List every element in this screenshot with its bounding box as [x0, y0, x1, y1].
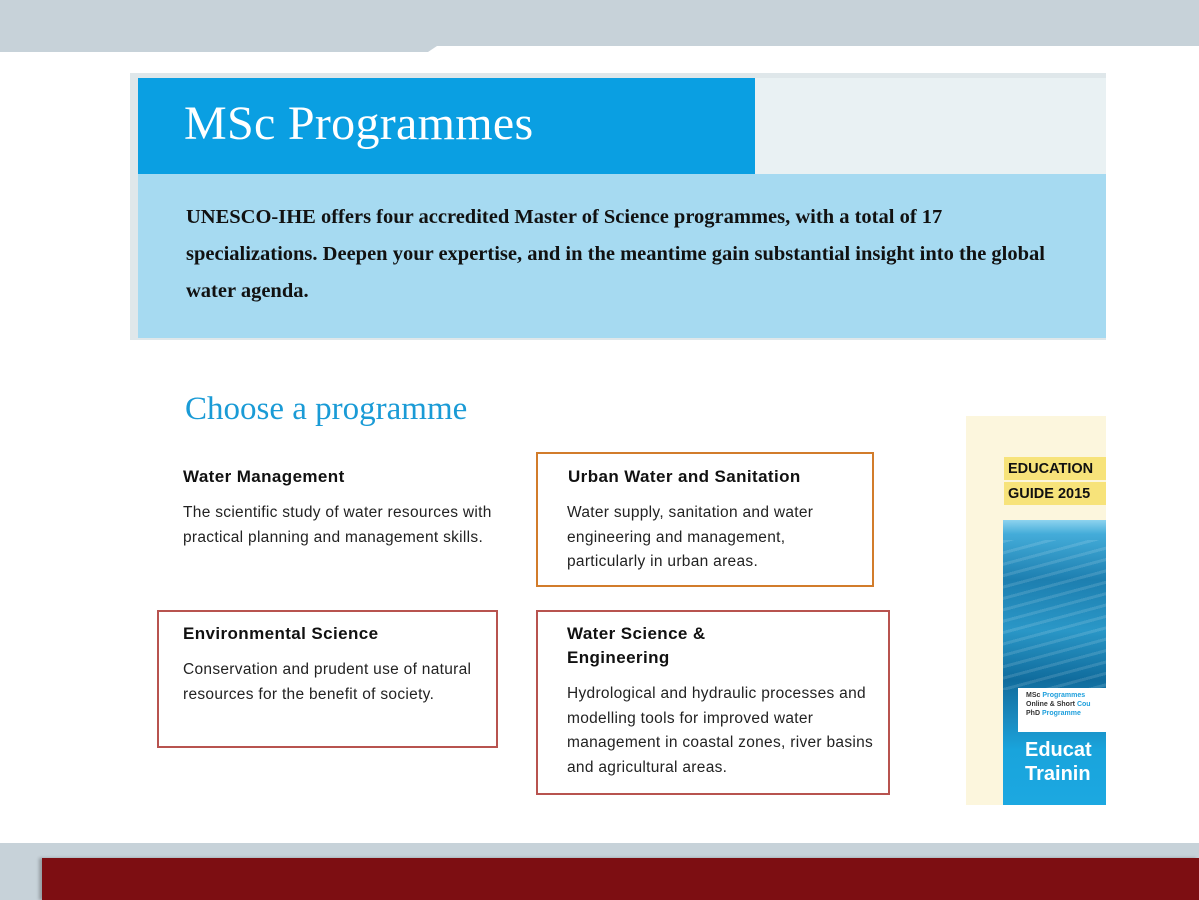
programme-desc-water-science: Hydrological and hydraulic processes and modelling tools for improved water management in coastal zones, river basins and agricultural areas.	[567, 685, 874, 776]
programme-desc-environmental-science: Conservation and prudent use of natural resources for the benefit of society.	[183, 661, 472, 703]
guide-label-line2: GUIDE 2015	[1004, 482, 1106, 505]
programme-title-water-science[interactable]: Water Science & Engineering	[567, 624, 706, 667]
guide-cover-title	[1025, 738, 1092, 786]
slide-top-band-notch	[425, 46, 1199, 54]
programme-title-urban-water[interactable]: Urban Water and Sanitation	[568, 467, 801, 486]
guide-cover-line2: Trainin	[1025, 763, 1091, 785]
programme-desc-urban-water: Water supply, sanitation and water engineering and management, particularly in urban areas.	[567, 504, 814, 570]
choose-programme-heading: Choose a programme	[185, 391, 468, 427]
page-title: MSc Programmes	[184, 97, 534, 150]
programme-title-water-management[interactable]: Water Management	[183, 467, 345, 486]
slide-footer-bar	[42, 858, 1199, 900]
water-texture	[1003, 540, 1106, 690]
programme-title-environmental-science[interactable]: Environmental Science	[183, 624, 379, 643]
intro-text: UNESCO-IHE offers four accredited Master of Science programmes, with a total of 17 specializations. Deepen your expertise, and in the meantime gain substantial insight into the global water agenda.	[186, 206, 1045, 302]
guide-label-line1: EDUCATION	[1004, 457, 1106, 480]
guide-cover-menu	[1018, 688, 1106, 732]
slide-top-band	[0, 0, 1199, 52]
programme-desc-water-management: The scientific study of water resources with practical planning and management skills.	[183, 504, 492, 546]
guide-cover-image	[1003, 520, 1106, 805]
guide-menu-item-3: Programme	[1041, 710, 1081, 717]
guide-menu-prefix-3: PhD	[1026, 710, 1042, 717]
guide-menu-prefix-2: Online & Short	[1026, 701, 1077, 708]
guide-menu-prefix-1: MSc	[1026, 692, 1043, 699]
guide-menu-item-1: Programmes	[1042, 692, 1086, 699]
guide-cover-line1: Educat	[1025, 739, 1092, 761]
title-banner-right	[755, 78, 1106, 174]
guide-menu-item-2: Cou	[1076, 701, 1091, 708]
education-guide-thumbnail[interactable]	[966, 416, 1106, 805]
